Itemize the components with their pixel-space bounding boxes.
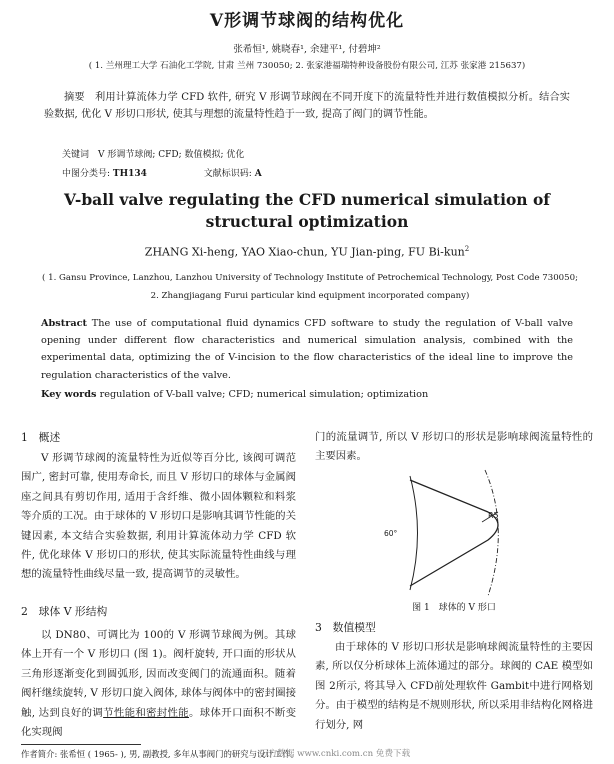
section-3-body: 由于球体的 V 形切口形状是影响球阀流量特性的主要因素, 所以仅分析球体上流体通过的部分。球阀的 CAE 模型如图 2所示, 将其导入 CFD前处理软件 Gambit中进行网格划分。由于模型的结构是不规则形状, 所以采用非结构化网格进行划分, 网 <box>315 641 593 731</box>
paper-title-en <box>0 189 614 233</box>
classnum-label: 中图分类号: <box>62 169 111 179</box>
column-2-continuation: 门的流量调节, 所以 V 形切口的形状是影响球阀流量特性的主要因素。 <box>315 431 593 463</box>
keywords-en <box>41 389 573 400</box>
section-2-underlined: 节性能和密封性能 <box>103 706 189 719</box>
figure-1-angle-label: 60° <box>384 529 398 538</box>
paper-title-cn: V形调节球阀的结构优化 <box>209 11 405 31</box>
abstract-en-text: The use of computational fluid dynamics CFD software to study the regulation of V-ball valve opening under different flow characteristics and numerical simulation analysis, combined with the experimental data, optimizing the of V-incision to the flow characteristics of the ideal line to improve the regulation characteristics of the valve. <box>41 318 573 381</box>
keywords-en-label: Key words <box>41 389 97 400</box>
authors-en-sup: 2 <box>464 245 470 253</box>
section-2-text-a: 以 DN80、可调比为 100的 V 形调节球阀为例。其球体上开有一个 V 形切口 (图 1)。阀杆旋转, 开口面的形状从三角形逐渐变化到圆弧形, 因而改变阀门的流通面积。随着阀杆继续旋转, V 形切口旋入阀体, 球体与阀体中的密封圈接触, 达到良好的调 <box>21 629 296 719</box>
watermark: 万方数据 www.cnki.com.cn 免费下载 <box>260 749 411 759</box>
classification-line <box>62 166 262 179</box>
authors-en-names: ZHANG Xi-heng, YAO Xiao-chun, YU Jian-ping, FU Bi-kun <box>144 245 465 259</box>
abstract-en-label: Abstract <box>41 318 87 329</box>
section-2-body <box>21 626 296 742</box>
title-en-line1: V-ball valve regulating the CFD numerical simulation of <box>64 190 550 209</box>
authors-cn: 张希恒¹, 姚晓春¹, 余建平¹, 付碧坤² <box>233 44 381 55</box>
affiliation-en-line1: ( 1. Gansu Province, Lanzhou, Lanzhou University of Technology Institute of Petrochemical Technology, Post Code 730050; <box>42 273 578 283</box>
figure-1-v-notch-outline <box>410 480 498 586</box>
footnote-rule <box>21 744 141 745</box>
section-3-heading: 3 数值模型 <box>315 621 376 634</box>
figure-1-centerline <box>485 470 498 596</box>
doccode-label: 文献标识码: <box>203 169 252 179</box>
section-1-heading: 1 概述 <box>21 431 61 444</box>
affiliation-cn: ( 1. 兰州理工大学 石油化工学院, 甘肃 兰州 730050; 2. 张家港福瑞特种设备股份有限公司, 江苏 张家港 215637) <box>88 61 526 71</box>
section-2-text-b: 。球体开口面积不断变化实现阀 <box>21 706 297 739</box>
section-2-heading: 2 球体 V 形结构 <box>21 605 108 618</box>
abstract-en <box>41 315 573 384</box>
doccode-value: A <box>254 169 262 179</box>
classnum-value: TH134 <box>112 169 147 179</box>
affiliation-en <box>20 269 600 305</box>
figure-1-ball-arc <box>410 476 418 590</box>
abstract-cn: 摘要 利用计算流体力学 CFD 软件, 研究 V 形调节球阀在不同开度下的流量特性并进行数值模拟分析。结合实验数据, 优化 V 形切口形状, 使其与理想的流量特性趋于一致, 提高了阀门的调节性能。 <box>44 92 570 120</box>
authors-en <box>0 245 614 259</box>
keywords-cn: 关键词 V 形调节球阀; CFD; 数值模拟; 优化 <box>62 150 245 160</box>
title-en-line2: structural optimization <box>205 212 409 231</box>
figure-1-radius-label: R5 <box>488 511 499 520</box>
affiliation-en-line2: 2. Zhangjiagang Furui particular kind equipment incorporated company) <box>150 291 470 301</box>
section-1-body: V 形调节球阀的流量特性为近似等百分比, 该阀可调范围广, 密封可靠, 使用寿命长, 而且 V 形切口的球体与金属阀座之间具有剪切作用, 适用于含纤维、微小固体颗粒和料浆等介质的工况。由于球体的 V 形切口是影响其调节性能的关键因素, 本文结合实验数据, 利用计算流体动力学 CFD 软件, 优化球体 V 形切口的形状, 使其实际流量特性曲线与理想的流量特性曲线尽量一致, 提高调节的灵敏性。 <box>21 452 296 581</box>
keywords-en-text: regulation of V-ball valve; CFD; numerical simulation; optimization <box>99 389 429 400</box>
figure-1-caption: 图 1 球体的 V 形口 <box>412 603 496 613</box>
figure-1-v-notch <box>380 468 540 598</box>
author-footnote: 作者简介: 张希恒 ( 1965- ), 男, 副教授, 多年从事阀门的研究与设计工作。 <box>21 749 299 759</box>
